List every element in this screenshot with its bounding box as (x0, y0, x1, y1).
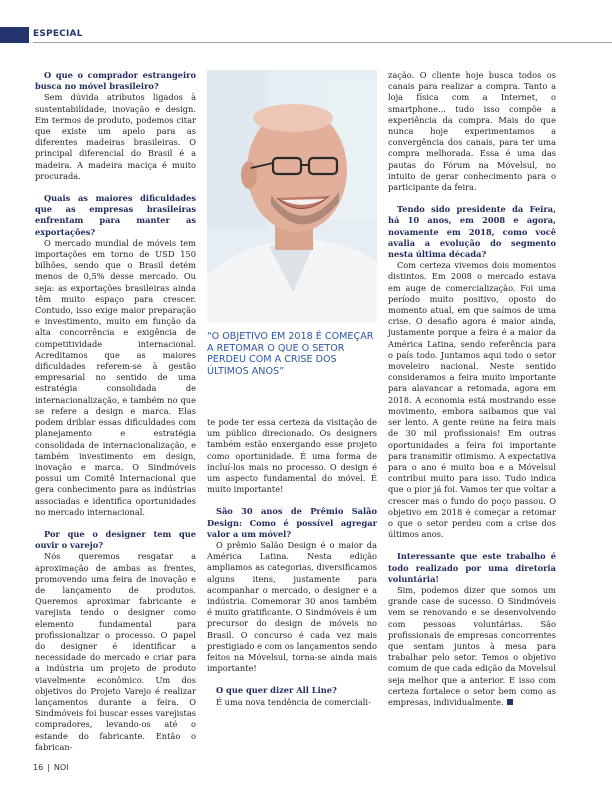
interview-answer (35, 551, 196, 753)
page-footer (33, 763, 69, 772)
interview-answer (388, 585, 556, 708)
paragraph-gap (207, 674, 377, 685)
interview-question (35, 193, 196, 238)
paragraph-text: Sem dúvida atributos ligados à sustentabilidade, inovação e design. Em termos de produto, podemos citar que existe um apelo para as diferentes madeiras brasileiras. O principal diferencial do Brasil é a madeira. A madeira maciça é muito procurada. (35, 92, 196, 181)
paragraph-text: te pode ter essa certeza da visitação de um público direcionado. Os designers também estão enxergando esse projeto como oportunidade. É uma forma de incluí-los mais no processo. O design é um aspecto fundamental do móvel. É muito importante! (207, 417, 377, 495)
page-number: 16 (33, 763, 44, 772)
paragraph-text: Interessante que este trabalho é todo realizado por uma diretoria voluntária! (388, 551, 556, 584)
section-color-block (0, 27, 29, 43)
interview-question (35, 529, 196, 551)
paragraph-text: zação. O cliente hoje busca todos os canais para realizar a compra. Tanto a loja física com a Internet, o smartphone... tudo isso compõe a experiência da compra. Mais do que nunca hoje experimentamos a convergência dos canais, para ter uma compra melhorada. Essa é uma das pautas do Fórum na Móvelsul, no intuito de gerar conhecimento para o participante da feira. (388, 70, 556, 193)
interview-question (388, 551, 556, 585)
paragraph-gap (388, 193, 556, 204)
paragraph-text: Tendo sido presidente da Feira, há 10 anos, em 2008 e agora, novamente em 2018, como você avalia a evolução do segmento nesta última década? (388, 204, 556, 260)
interview-answer (388, 70, 556, 193)
interview-question (388, 204, 556, 260)
paragraph-text: É uma nova tendência de comerciali- (216, 696, 371, 707)
paragraph-text: O que o comprador estrangeiro busca no móvel brasileiro? (35, 70, 196, 92)
paragraph-text: O prêmio Salão Design é o maior da América Latina. Nesta edição ampliamos as categorias, diversificamos alguns itens, justamente para acompanhar o mercado, o designer e a indústria. Comemorar 30 anos também é muito gratificante. O Sindmóveis é um precursor do design de móveis no Brasil. O concurso é cada vez mais prestigiado e com os lançamentos sendo feitos na Móvelsul, torna-se ainda mais importante! (207, 540, 377, 674)
article-column-1 (35, 70, 196, 753)
paragraph-text: Com certeza vivemos dois momentos distintos. Em 2008 o mercado estava em auge de comercialização. Foi uma período muito positivo, oposto do momento atual, em que saímos de uma crise. O desafio agora é maior ainda, justamente porque a feira é a maior da América Latina, sendo referência para o país todo. Juntamos aqui todo o setor moveleiro nacional. Neste sentido consideramos a feira muito importante para alavancar a retomada, agora em 2018. A economia está mostrando esse movimento, embora saibamos que vai ser lento. A gente reúne na feira mais de 30 mil profissionais! Em outras oportunidades a feira foi importante para transmitir otimismo. A expectativa para o ano é muito boa e a Móvelsul contribui muito para isso. Tudo indica que o pior já foi. Vamos ter que voltar a crescer mas o fundo do poço passou. O objetivo em 2018 é começar a retomar o que o setor perdeu com a crise dos últimos anos. (388, 260, 556, 540)
portrait-illustration (207, 70, 377, 323)
interview-answer (207, 697, 377, 708)
paragraph-gap (207, 495, 377, 506)
pull-quote: “O OBJETIVO EM 2018 É COMEÇAR A RETOMAR O QUE O SETOR PERDEU COM A CRISE DOS ÚLTIMOS ANOS” (207, 331, 374, 377)
paragraph-text: São 30 anos de Prêmio Salão Design: Como é possível agregar valor a um móvel? (207, 506, 377, 539)
magazine-name: NOI (53, 763, 69, 772)
paragraph-text: O mercado mundial de móveis tem importações em torno de USD 150 bilhões, sendo que o Brasil detém menos de 0,5% desse mercado. Ou seja: as exportações brasileiras ainda têm muito espaço para crescer. Contudo, isso exige maior preparação e investimento, muito em função da alta concorrência e exigência de competitividade internacional. Acreditamos que as maiores dificuldades referem-se à gestão empresarial no sentido de uma estratégia consolidada de internacionalização, e também no que se refere a design e marca. Elas podem driblar essas dificuldades com planejamento e estratégia consolidada de internacionalização, e também investimento em design, inovação e marca. O Sindmóveis possui um Comitê Internacional que gera conhecimento para as indústrias associadas e identifica oportunidades no mercado internacional. (35, 237, 196, 517)
footer-separator: | (47, 763, 50, 772)
paragraph-gap (35, 518, 196, 529)
section-label: ESPECIAL (33, 29, 83, 39)
interview-answer (388, 260, 556, 540)
interview-question (207, 506, 377, 540)
interview-answer (207, 417, 377, 495)
paragraph-text: O que quer dizer All Line? (216, 685, 337, 696)
paragraph-gap (35, 182, 196, 193)
header-rule (33, 42, 612, 43)
interview-question (207, 685, 377, 696)
article-column-3 (388, 70, 556, 708)
paragraph-text: Por que o designer tem que ouvir o varejo? (35, 528, 196, 551)
article-column-2 (207, 417, 377, 708)
paragraph-text: Sim, podemos dizer que somos um grande case de sucesso. O Sindmóveis vem se renovando e se desenvolvendo com pessoas voluntárias. São profissionais de empresas concorrentes que sentam juntos à mesa para trabalhar pelo setor. Temos o objetivo comum de que cada edição da Movelsul seja melhor que a anterior. E isso com certeza fortalece o setor bem como as empresas, individualmente. (388, 584, 556, 707)
end-of-article-mark (507, 699, 513, 705)
paragraph-text: Nós queremos resgatar a aproximação de ambas as frentes, promovendo uma feira de inovação e de lançamento de produtos. Queremos aproximar fabricante e varejista tendo o designer como elemento fundamental para profissionalizar o processo. O papel do designer é identificar a necessidade do mercado e criar para a indústria um projeto de produto viavelmente econômico. Um dos objetivos do Projeto Varejo é realizar lançamentos durante a feira. O Sindmóveis foi buscar esses varejistas compradores, levando-os até o estande do fabricante. Então o fabrican- (35, 551, 196, 752)
interview-answer (35, 92, 196, 182)
interviewee-photo (207, 70, 377, 323)
interview-answer (35, 238, 196, 518)
interview-answer (207, 540, 377, 674)
paragraph-text: Quais as maiores dificuldades que as empresas brasileiras enfrentam para manter as exportações? (35, 193, 196, 237)
paragraph-gap (388, 540, 556, 551)
interview-question (35, 70, 196, 92)
